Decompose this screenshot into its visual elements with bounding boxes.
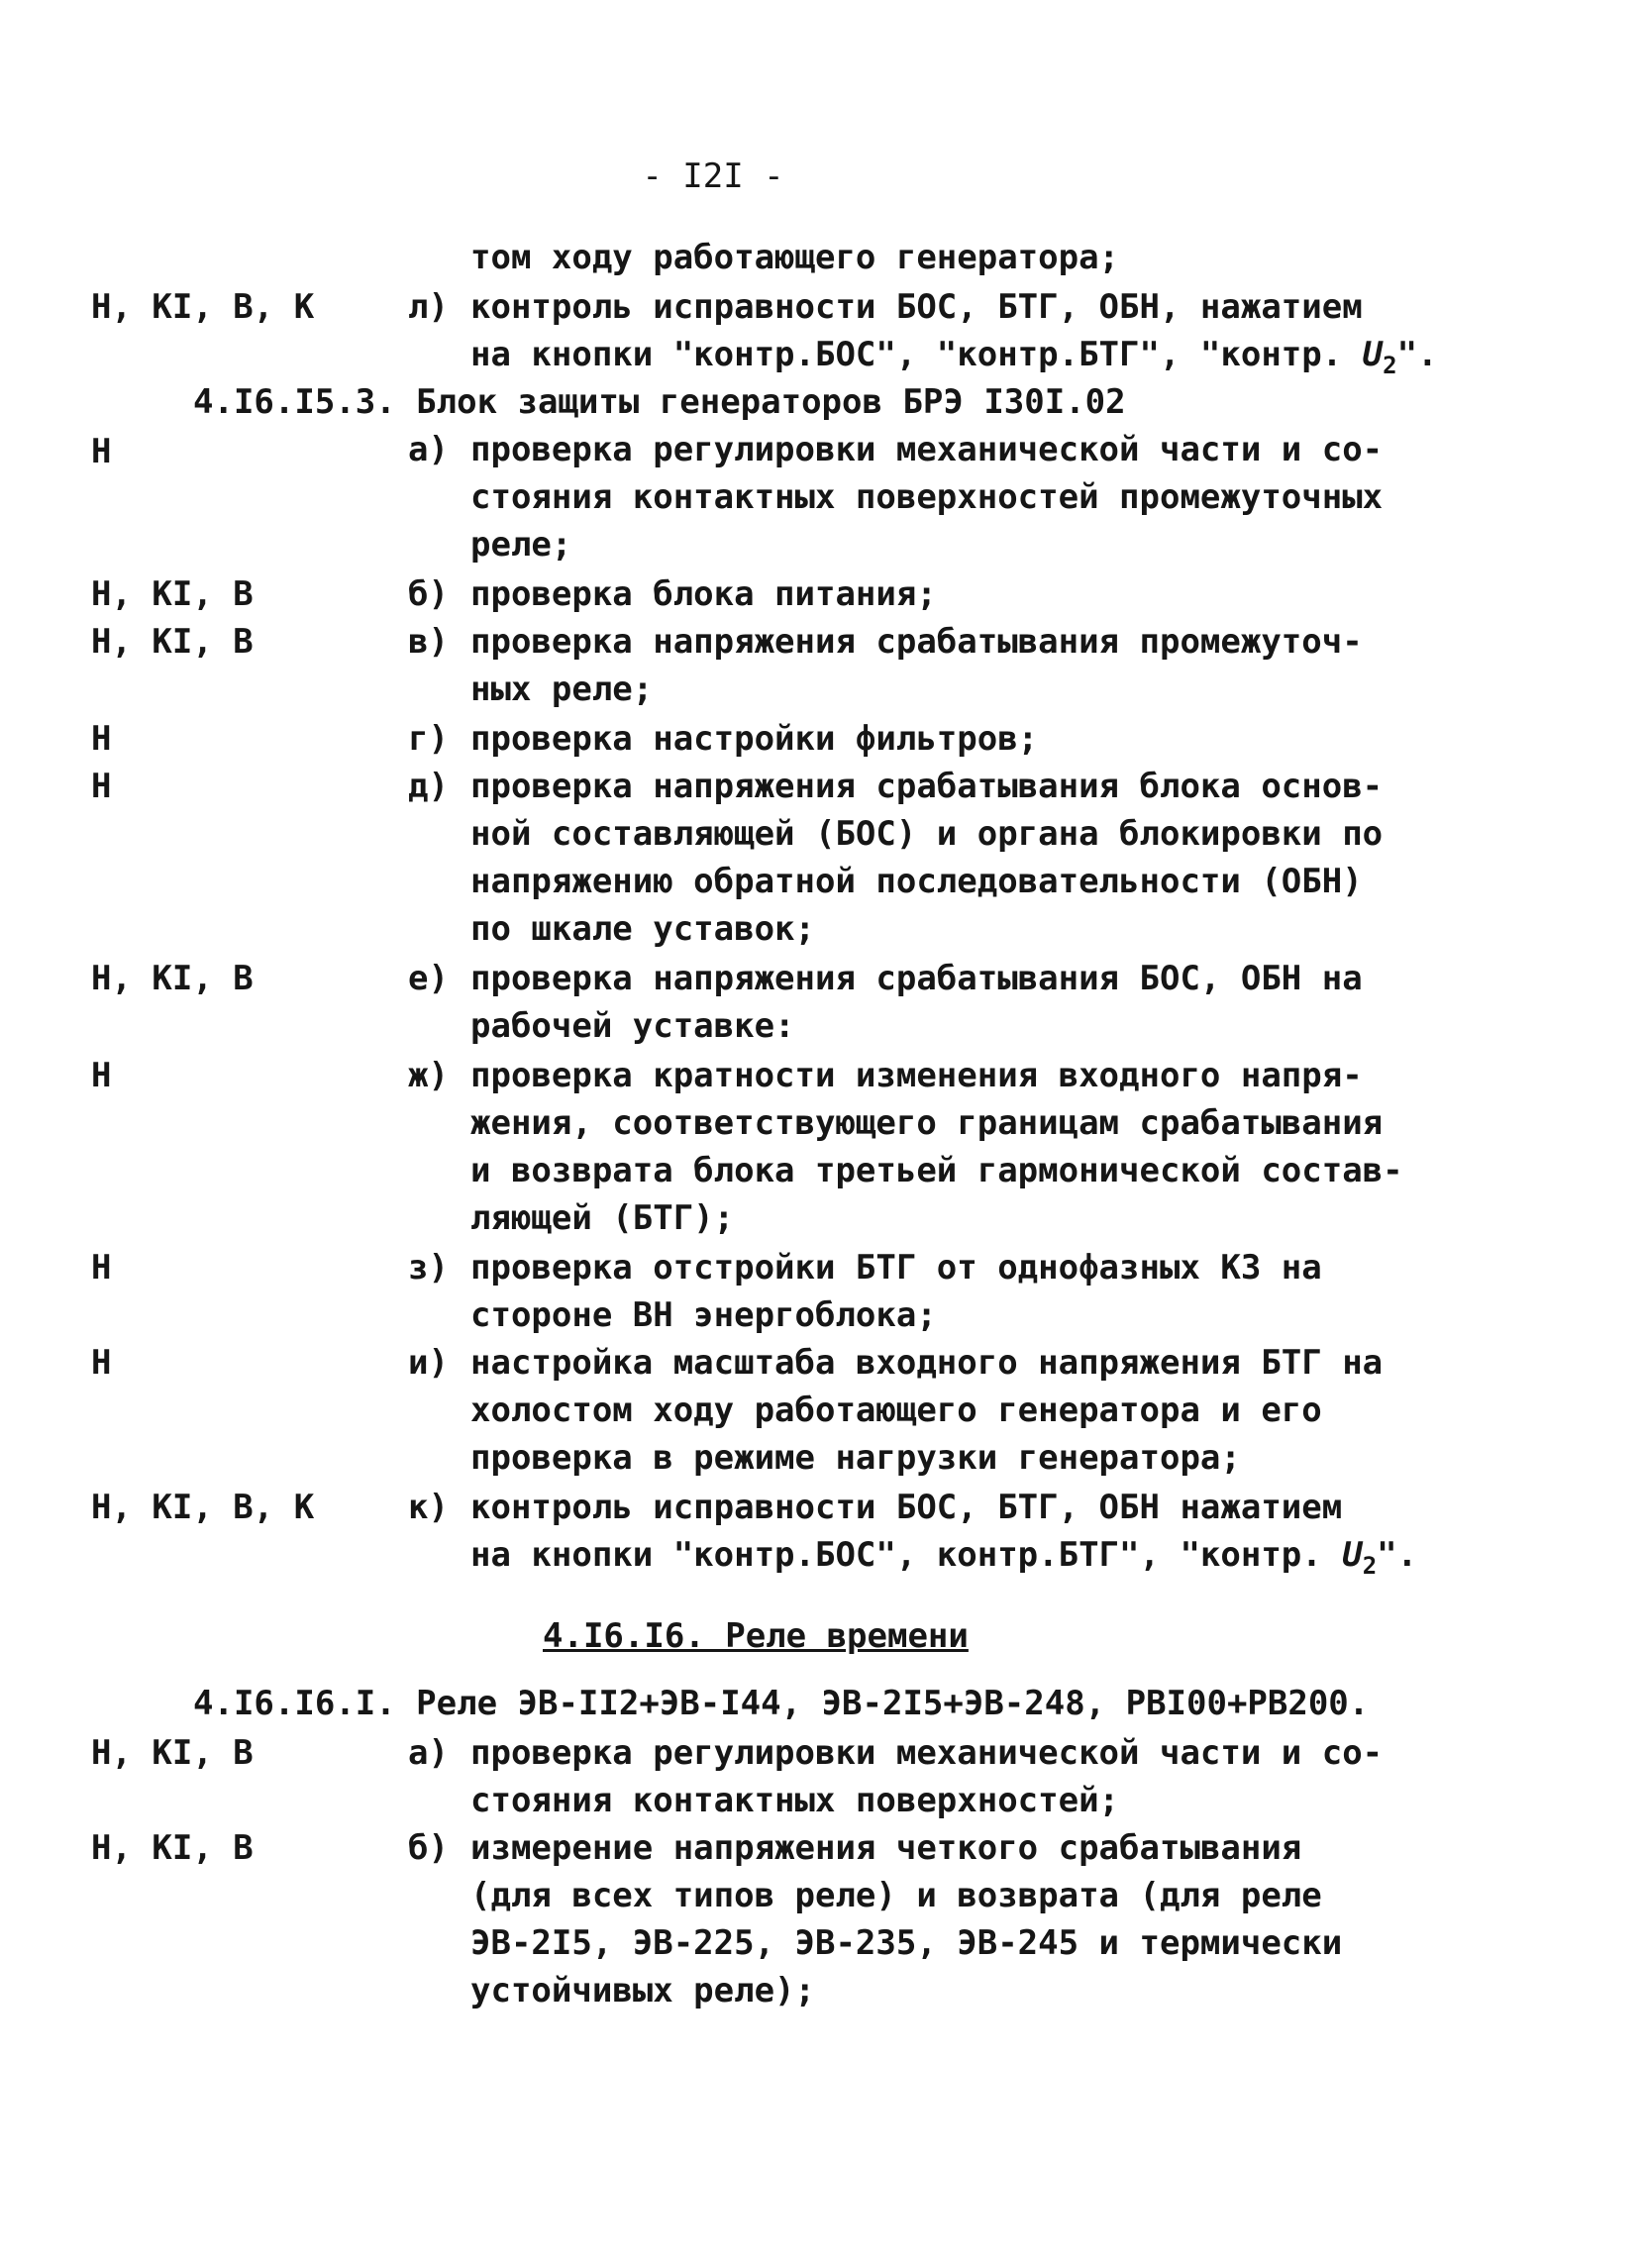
text-line: проверка напряжения срабатывания промежуточ- [470,622,1363,662]
category-code: Н [91,1056,112,1095]
text-line: настройка масштаба входного напряжения БТГ на [470,1343,1384,1383]
text-line: на кнопки "контр.БОС", "контр.БТГ", "контр. [470,335,1363,374]
text-line: ных реле; [470,670,654,709]
text-line: (для всех типов реле) и возврата (для реле [470,1876,1322,1915]
category-code: Н, КI, В [91,1828,254,1868]
item-letter: д) [408,767,449,806]
text-line: контроль исправности БОС, БТГ, ОБН, нажатием [470,287,1363,327]
item-letter: в) [408,622,449,662]
category-code: Н, КI, В [91,1733,254,1773]
item-letter: б) [408,1828,449,1868]
text-line: стороне ВН энергоблока; [470,1295,937,1335]
text-line: стояния контактных поверхностей; [470,1781,1120,1820]
item-letter: е) [408,959,449,998]
text-suffix: ". [1396,335,1438,374]
text-line: жения, соответствующего границам срабатывания [470,1103,1384,1143]
category-code: Н, КI, В [91,574,254,614]
item-letter: б) [408,574,449,614]
section-title: 4.I6.I6.I. Реле ЭВ-II2+ЭВ-I44, ЭВ-2I5+ЭВ-248, РВI00+РВ200. [193,1684,1370,1723]
text-line: реле; [470,525,572,565]
text-line: холостом ходу работающего генератора и его [470,1391,1322,1430]
text-line: проверка настройки фильтров; [470,719,1039,759]
section-heading: 4.I6.I6. Реле времени [543,1616,969,1656]
text-line: по шкале уставок; [470,909,815,949]
text-line: устойчивых реле); [470,1971,815,2010]
category-code: Н, КI, В, К [91,1488,315,1527]
text-line: проверка напряжения срабатывания блока основ- [470,767,1384,806]
category-code: Н [91,1248,112,1288]
text-line: стояния контактных поверхностей промежуточных [470,477,1384,517]
category-code: Н, КI, В [91,622,254,662]
item-letter: и) [408,1343,449,1383]
item-letter: з) [408,1248,449,1288]
item-letter: ж) [408,1056,449,1095]
text-line: проверка кратности изменения входного напря- [470,1056,1363,1095]
category-code: Н [91,1343,112,1383]
u2-symbol: $U_2$ [1362,335,1397,379]
item-letter: л) [408,287,449,327]
text-line: измерение напряжения четкого срабатывания [470,1828,1302,1868]
category-code: Н [91,719,112,759]
text-line: проверка блока питания; [470,574,937,614]
u2-symbol: $U_2$ [1342,1535,1378,1580]
text-line: проверка регулировки механической части и со- [470,430,1384,469]
text-line: ной составляющей (БОС) и органа блокировки по [470,814,1384,854]
page-number: - I2I - [642,156,784,196]
text-line: напряжению обратной последовательности (ОБН) [470,862,1363,901]
category-code: Н [91,767,112,806]
section-title: 4.I6.I5.3. Блок защиты генераторов БРЭ I30I.02 [193,382,1126,422]
item-letter: к) [408,1488,449,1527]
item-letter: а) [408,430,449,469]
text-line: и возврата блока третьей гармонической состав- [470,1151,1403,1190]
text-line: проверка в режиме нагрузки генератора; [470,1438,1241,1478]
text-line: том ходу работающего генератора; [470,238,1120,277]
item-letter: а) [408,1733,449,1773]
text-line: на кнопки "контр.БОС", контр.БТГ", "контр. [470,1535,1343,1575]
category-code: Н, КI, В, К [91,287,315,327]
text-suffix: ". [1377,1535,1418,1575]
text-line: ляющей (БТГ); [470,1198,735,1238]
text-line: проверка напряжения срабатывания БОС, ОБН на [470,959,1363,998]
text-line: рабочей уставке: [470,1006,795,1046]
text-line: контроль исправности БОС, БТГ, ОБН нажатием [470,1488,1343,1527]
category-code: Н [91,432,112,471]
text-line: проверка отстройки БТГ от однофазных КЗ на [470,1248,1322,1288]
text-line: ЭВ-2I5, ЭВ-225, ЭВ-235, ЭВ-245 и термически [470,1923,1343,1963]
text-line: проверка регулировки механической части и со- [470,1733,1384,1773]
text-line-with-u2 [470,335,1438,385]
item-letter: г) [408,719,449,759]
text-line-with-u2 [470,1535,1417,1586]
category-code: Н, КI, В [91,959,254,998]
